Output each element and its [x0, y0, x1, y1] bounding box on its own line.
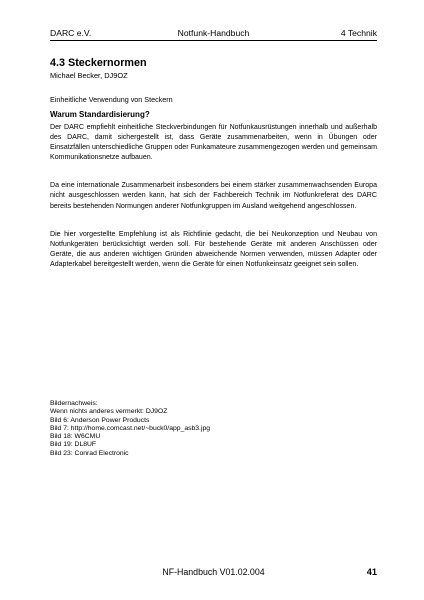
section-title: 4.3 Steckernormen [50, 57, 147, 69]
footer-version: NF-Handbuch V01.02.004 [162, 567, 265, 577]
credits-line: Bild 18: W6CMU [50, 433, 101, 441]
credits-line: Wenn nichts anderes vermerkt: DJ9OZ [50, 408, 168, 416]
paragraph-1: Der DARC empfiehlt einheitliche Steckverbindungen für Notfunkausrüstungen innerhalb und außerhalb des DARC, damit sichergestellt ist, dass Geräte zusammenarbeiten, wenn in Übungen oder Einsatzfällen unterschiedliche Gruppen oder Funkamateure zusammengezogen werden und gemeinsam Kommunikationsnetze aufbauen. [50, 124, 377, 162]
page-content [50, 56, 377, 270]
header-divider [50, 40, 377, 41]
paragraph-2: Da eine internationale Zusammenarbeit insbesonders bei einem stärker zusammenwachsenden Europa nicht ausgeschlossen werden kann, hat sich der Fachbereich Technik im Notfunkreferat des DARC bereits bestehenden Normungen anderer Notfunkgruppen im Ausland weitgehend angeschlossen. [50, 182, 377, 210]
header-document-title: Notfunk-Handbuch [177, 28, 250, 38]
header-chapter: 4 Technik [340, 28, 377, 38]
credits-line: Bild 19: DL8UF [50, 441, 97, 449]
credits-line: Bild 6: Anderson Power Products [50, 416, 150, 424]
page-header [50, 27, 377, 39]
section-subheading: Einheitliche Verwendung von Steckern [50, 95, 173, 104]
section-author: Michael Becker, DJ9OZ [50, 71, 128, 80]
page-number: 41 [366, 567, 377, 577]
question-heading: Warum Standardisierung? [50, 110, 150, 119]
credits-line: Bild 23: Conrad Electronic [50, 449, 129, 457]
paragraph-3: Die hier vorgestellte Empfehlung ist als Richtlinie gedacht, die bei Neukonzeption und Neubau von Notfunkgeräten berücksichtigt werden soll. Für bestehende Geräte mit anderen Anschüssen oder Geräte, die aus anderen wichtigen Gründen abweichende Normen verwenden, müssen Adapter oder Adapterkabel bereitgestellt werden, wenn die Geräte für einen Notfunkeinsatz geeignet sein sollen. [50, 230, 377, 268]
page-footer [50, 566, 377, 578]
header-organization: DARC e.V. [50, 28, 92, 38]
image-credits [50, 400, 377, 458]
credits-line: Bild 7: http://home.comcast.net/~buck0/app_asb3.jpg [50, 424, 211, 432]
credits-heading: Bildernachweis: [50, 400, 98, 407]
